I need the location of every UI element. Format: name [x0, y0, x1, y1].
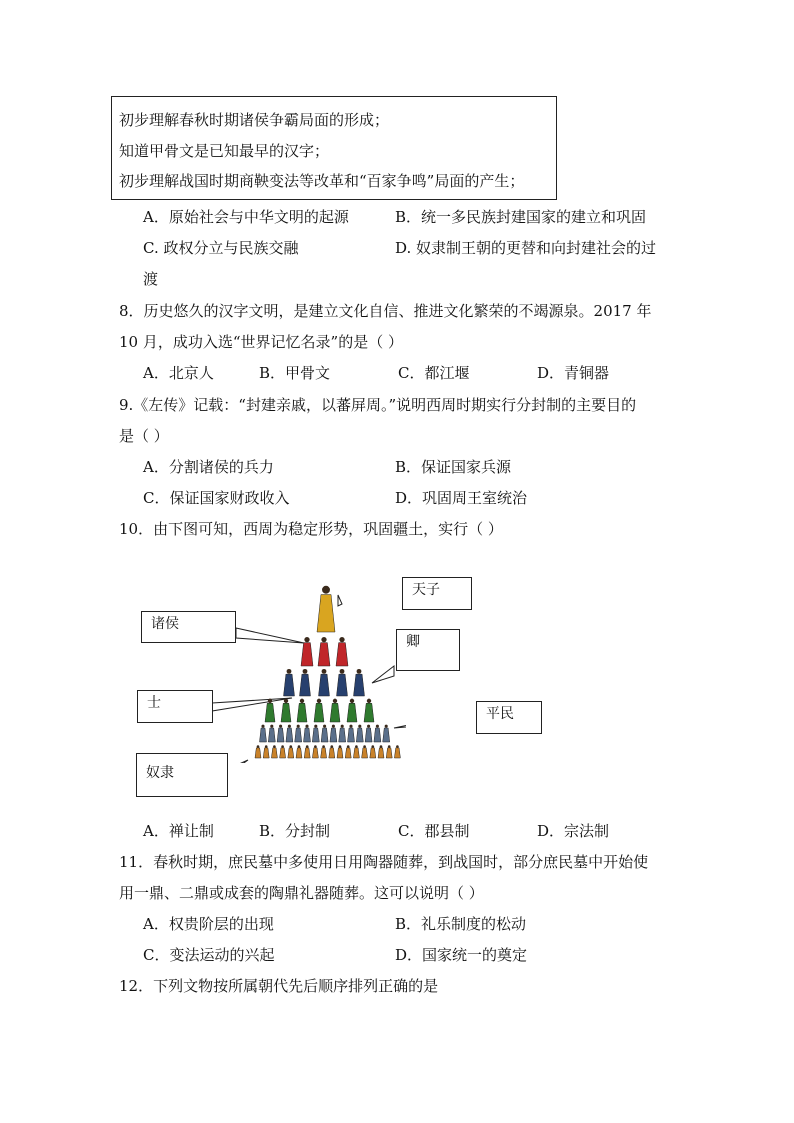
q11-option-d[interactable]: D．国家统一的奠定	[395, 946, 528, 964]
q7-option-d-continued: 渡	[143, 270, 159, 288]
q8-option-d[interactable]: D．青铜器	[537, 364, 610, 382]
q11-stem-continued: 用一鼎、二鼎或成套的陶鼎礼器随葬。这可以说明（ ）	[119, 884, 484, 902]
figure-shi	[314, 699, 324, 722]
q10-stem: 10．由下图可知，西周为稳定形势，巩固疆土，实行（ ）	[119, 520, 503, 538]
figure-pingmin	[268, 725, 275, 742]
figure-pingmin	[383, 725, 390, 742]
figure-nuli	[353, 745, 359, 758]
q11-option-b[interactable]: B．礼乐制度的松动	[395, 915, 527, 933]
q10-option-d[interactable]: D．宗法制	[537, 822, 610, 840]
figure-pingmin	[348, 725, 355, 742]
figure-pingmin	[374, 725, 381, 742]
zhuhou-pointer	[236, 628, 304, 643]
curriculum-line: 知道甲骨文是已知最早的汉字；	[119, 141, 330, 160]
feudal-hierarchy-diagram	[136, 578, 406, 763]
label-tianzi: 天子	[402, 577, 472, 610]
q9-stem-continued: 是（ ）	[119, 427, 169, 445]
q9-option-a[interactable]: A．分割诸侯的兵力	[143, 458, 274, 476]
figure-nuli	[394, 745, 400, 758]
figure-pingmin	[312, 725, 319, 742]
figure-pingmin	[286, 725, 293, 742]
figure-nuli	[304, 745, 310, 758]
figure-nuli	[386, 745, 392, 758]
q8-option-b[interactable]: B．甲骨文	[259, 364, 331, 382]
q10-option-b[interactable]: B．分封制	[259, 822, 331, 840]
figure-pingmin	[295, 725, 302, 742]
curriculum-line: 初步理解春秋时期诸侯争霸局面的形成；	[119, 111, 390, 129]
figure-shi	[297, 699, 307, 722]
figure-nuli	[312, 745, 318, 758]
figure-qing	[284, 669, 295, 696]
q11-stem: 11．春秋时期，庶民墓中多使用日用陶器随葬，到战国时，部分庶民墓中开始使	[119, 853, 649, 871]
figure-pingmin	[339, 725, 346, 742]
figure-zhuhou	[318, 637, 330, 666]
figure-nuli	[296, 745, 302, 758]
label-zhuhou: 诸侯	[141, 611, 236, 643]
figure-nuli	[378, 745, 384, 758]
hierarchy-figures	[255, 586, 400, 758]
nuli-pointer	[230, 760, 248, 763]
tianzi-pointer	[338, 595, 342, 606]
figure-pingmin	[330, 725, 337, 742]
q8-option-c[interactable]: C．都江堰	[398, 364, 470, 382]
figure-nuli	[370, 745, 376, 758]
q9-option-d[interactable]: D．巩固周王室统治	[395, 489, 528, 507]
figure-nuli	[337, 745, 343, 758]
q11-option-c[interactable]: C．变法运动的兴起	[143, 946, 275, 964]
q8-stem-continued: 10 月，成功入选“世界记忆名录”的是（ ）	[119, 333, 403, 351]
label-nuli: 奴隶	[136, 753, 228, 797]
figure-qing	[354, 669, 365, 696]
q10-option-c[interactable]: C．郡县制	[398, 822, 470, 840]
figure-shi	[364, 699, 374, 722]
figure-pingmin	[356, 725, 363, 742]
figure-shi	[330, 699, 340, 722]
figure-pingmin	[365, 725, 372, 742]
curriculum-box	[111, 96, 557, 200]
q7-option-b[interactable]: B．统一多民族封建国家的建立和巩固	[395, 208, 647, 226]
figure-nuli	[345, 745, 351, 758]
figure-zhuhou	[301, 637, 313, 666]
figure-nuli	[271, 745, 277, 758]
figure-nuli	[280, 745, 286, 758]
figure-nuli	[255, 745, 261, 758]
q7-option-d[interactable]: D. 奴隶制王朝的更替和向封建社会的过	[395, 239, 657, 257]
figure-tianzi	[317, 586, 335, 632]
figure-zhuhou	[336, 637, 348, 666]
figure-qing	[319, 669, 330, 696]
label-shi: 士	[137, 690, 213, 723]
label-qing: 卿	[396, 629, 460, 671]
q9-option-c[interactable]: C．保证国家财政收入	[143, 489, 290, 507]
q8-option-a[interactable]: A．北京人	[143, 364, 214, 382]
figure-nuli	[321, 745, 327, 758]
q7-option-a[interactable]: A．原始社会与中华文明的起源	[143, 208, 349, 226]
figure-pingmin	[304, 725, 311, 742]
q7-option-c[interactable]: C. 政权分立与民族交融	[143, 239, 299, 257]
figure-pingmin	[277, 725, 284, 742]
qing-pointer	[372, 666, 394, 683]
figure-shi	[281, 699, 291, 722]
figure-qing	[300, 669, 311, 696]
q11-option-a[interactable]: A．权贵阶层的出现	[143, 915, 274, 933]
figure-nuli	[263, 745, 269, 758]
figure-nuli	[329, 745, 335, 758]
figure-shi	[347, 699, 357, 722]
q10-option-a[interactable]: A．禅让制	[143, 822, 214, 840]
q9-stem: 9.《左传》记载：“封建亲戚，以蕃屏周。”说明西周时期实行分封制的主要目的	[119, 396, 637, 414]
shi-pointer	[212, 698, 292, 711]
q8-stem: 8．历史悠久的汉字文明，是建立文化自信、推进文化繁荣的不竭源泉。2017 年	[119, 302, 652, 320]
figure-nuli	[362, 745, 368, 758]
figure-pingmin	[260, 725, 267, 742]
q12-stem: 12．下列文物按所属朝代先后顺序排列正确的是	[119, 977, 439, 995]
figure-nuli	[288, 745, 294, 758]
figure-pingmin	[321, 725, 328, 742]
curriculum-line: 初步理解战国时期商鞅变法等改革和“百家争鸣”局面的产生；	[119, 172, 525, 190]
figure-qing	[337, 669, 348, 696]
q9-option-b[interactable]: B．保证国家兵源	[395, 458, 512, 476]
pingmin-pointer	[394, 711, 406, 728]
label-pingmin: 平民	[476, 701, 542, 734]
